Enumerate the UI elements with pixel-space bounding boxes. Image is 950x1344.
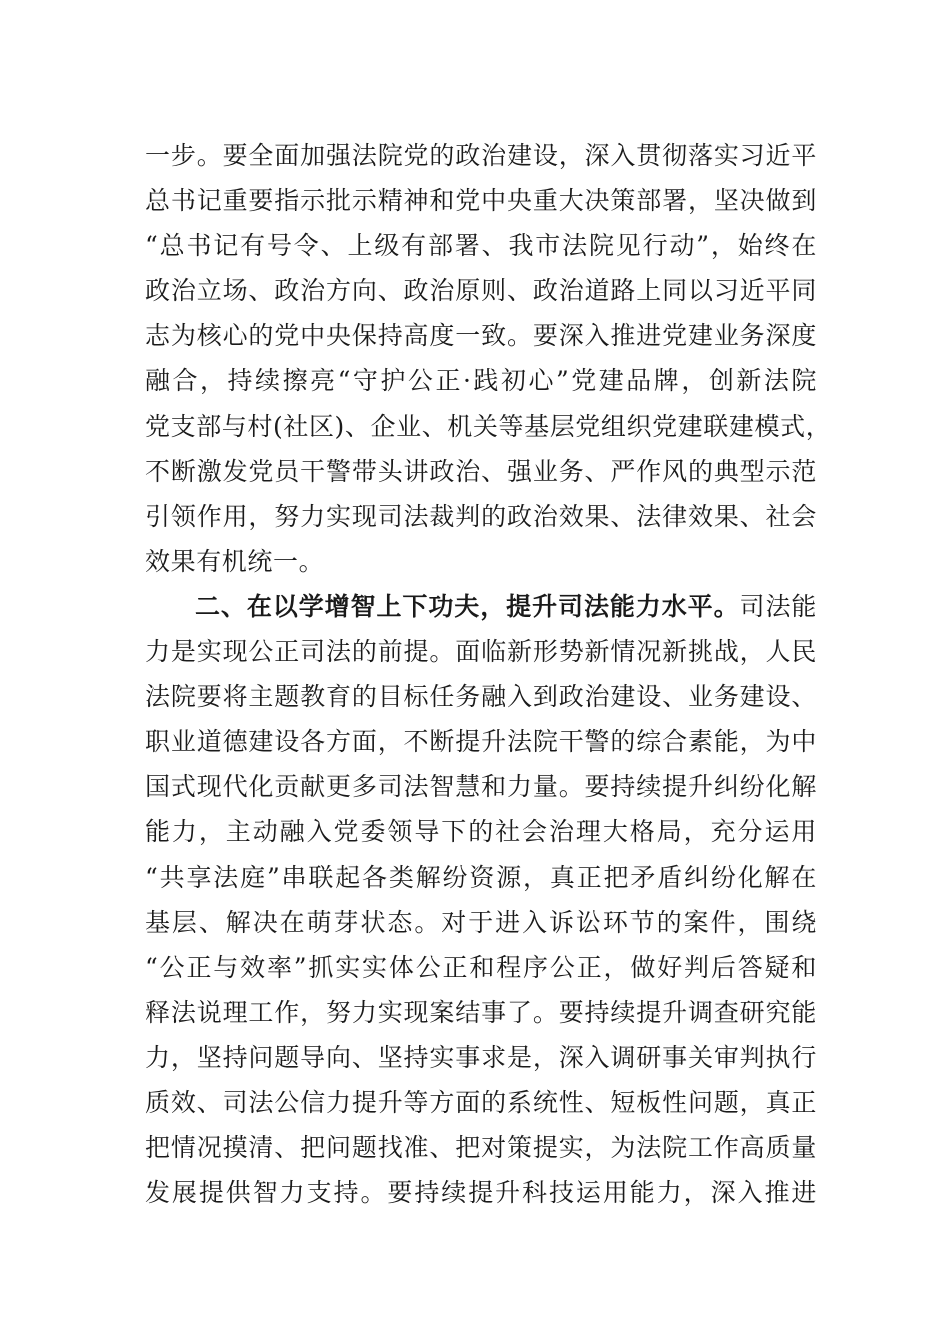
paragraph-line: “总书记有号令、上级有部署、我市法院见行动”，始终在 — [145, 231, 817, 261]
section-heading-line — [145, 584, 817, 629]
paragraph-1 — [145, 133, 832, 584]
paragraph-line: 力是实现公正司法的前提。面临新形势新情况新挑战，人民 — [145, 637, 817, 667]
paragraph-line: “公正与效率”抓实实体公正和程序公正，做好判后答疑和 — [145, 952, 817, 982]
paragraph-line: 总书记重要指示批示精神和党中央重大决策部署，坚决做到 — [145, 186, 817, 216]
paragraph-line: 发展提供智力支持。要持续提升科技运用能力，深入推进 — [145, 1178, 817, 1208]
paragraph-line: 释法说理工作，努力实现案结事了。要持续提升调查研究能 — [145, 997, 817, 1027]
paragraph-line: 基层、解决在萌芽状态。对于进入诉讼环节的案件，围绕 — [145, 907, 817, 937]
paragraph-line: 把情况摸清、把问题找准、把对策提实，为法院工作高质量 — [145, 1133, 817, 1163]
paragraph-line: 能力，主动融入党委领导下的社会治理大格局，充分运用 — [145, 817, 817, 847]
paragraph-line: 政治立场、政治方向、政治原则、政治道路上同以习近平同 — [145, 276, 817, 306]
paragraph-line: 引领作用，努力实现司法裁判的政治效果、法律效果、社会 — [145, 501, 817, 531]
paragraph-line: 职业道德建设各方面，不断提升法院干警的综合素能，为中 — [145, 727, 817, 757]
paragraph-line: 国式现代化贡献更多司法智慧和力量。要持续提升纠纷化解 — [145, 772, 817, 802]
paragraph-line: 力，坚持问题导向、坚持实事求是，深入调研事关审判执行 — [145, 1042, 817, 1072]
paragraph-2 — [145, 584, 817, 1215]
paragraph-line: 质效、司法公信力提升等方面的系统性、短板性问题，真正 — [145, 1087, 817, 1117]
paragraph-line: “共享法庭”串联起各类解纷资源，真正把矛盾纠纷化解在 — [145, 862, 817, 892]
paragraph-line: 不断激发党员干警带头讲政治、强业务、严作风的典型示范 — [145, 456, 817, 486]
paragraph-line: 效果有机统一。 — [145, 546, 325, 576]
document-body — [145, 133, 832, 1215]
paragraph-line: 融合，持续擦亮“守护公正·践初心”党建品牌，创新法院 — [145, 366, 817, 396]
heading-line-continuation: 司法能 — [739, 591, 817, 621]
paragraph-line: 志为核心的党中央保持高度一致。要深入推进党建业务深度 — [145, 321, 817, 351]
paragraph-line: 法院要将主题教育的目标任务融入到政治建设、业务建设、 — [145, 682, 817, 712]
paragraph-line: 一步。要全面加强法院党的政治建设，深入贯彻落实习近平 — [145, 141, 817, 170]
section-heading: 二、在以学增智上下功夫，提升司法能力水平。 — [195, 591, 740, 621]
paragraph-line: 党支部与村(社区)、企业、机关等基层党组织党建联建模式， — [145, 411, 832, 441]
